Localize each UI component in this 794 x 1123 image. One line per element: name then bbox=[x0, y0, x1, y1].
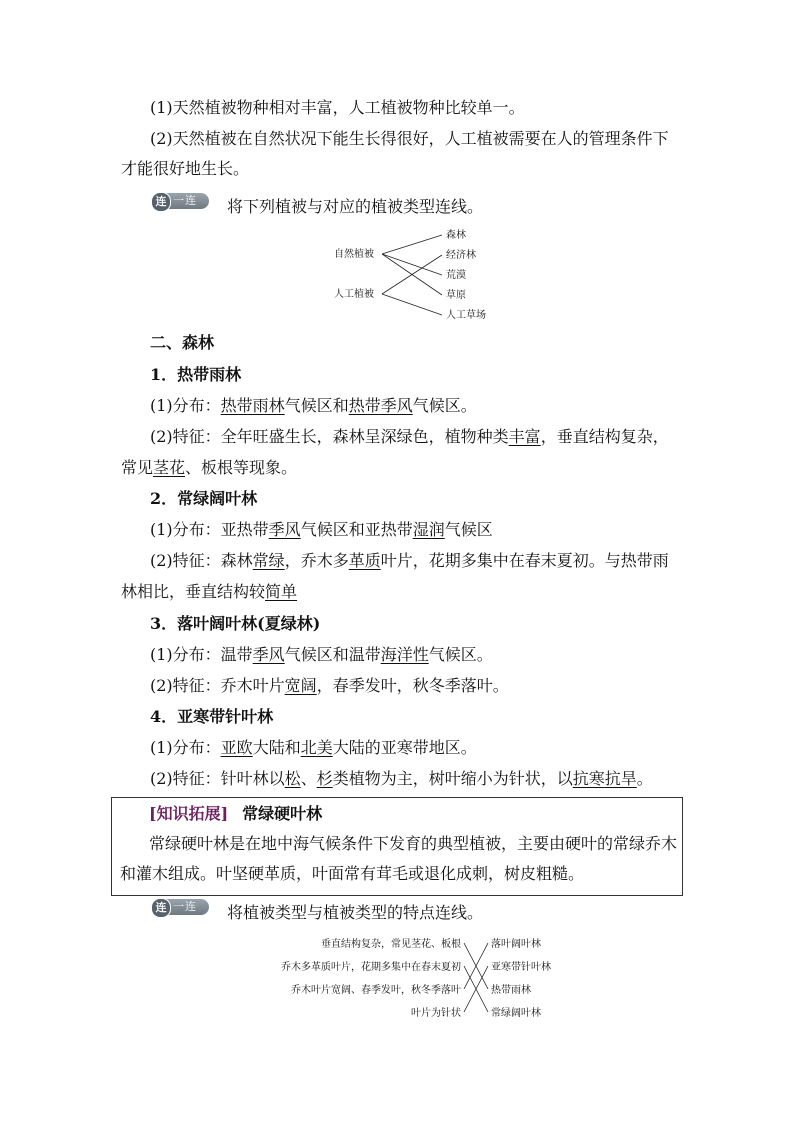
s3-dist-mid1: 气候区和温带 bbox=[284, 645, 381, 664]
right-item-desert: 荒漠 bbox=[446, 270, 466, 281]
s2-dist-key2: 湿润 bbox=[412, 520, 445, 539]
right-item-economic-forest: 经济林 bbox=[446, 250, 476, 261]
s4-feat-key3: 抗寒 bbox=[572, 769, 605, 788]
badge-main-char-2: 连 bbox=[151, 898, 171, 918]
s4-feat-key2: 杉 bbox=[316, 769, 333, 788]
left-item-artificial: 人工植被 bbox=[334, 289, 374, 300]
s2-feat-key1: 常绿 bbox=[252, 551, 285, 570]
s4-feat-mid1: 、 bbox=[300, 769, 317, 788]
s2-feat-prefix: (2)特征：森林 bbox=[150, 551, 253, 570]
right-type-2: 亚寒带针叶林 bbox=[491, 962, 551, 973]
knowledge-extension-box bbox=[111, 797, 683, 896]
right-type-4: 常绿阔叶林 bbox=[491, 1008, 541, 1019]
badge-main-char: 连 bbox=[151, 192, 171, 212]
s4-dist-key2: 北美 bbox=[300, 738, 333, 757]
s3-feature bbox=[150, 676, 509, 696]
s1-distribution bbox=[150, 396, 477, 416]
left-item-natural: 自然植被 bbox=[334, 249, 374, 260]
lian-yi-lian-badge-2 bbox=[151, 899, 209, 915]
line-artificial-pasture bbox=[382, 294, 442, 315]
matching-diagram-1 bbox=[320, 222, 520, 326]
right-item-grassland: 草原 bbox=[446, 290, 466, 301]
s2-title: 2．常绿阔叶林 bbox=[150, 489, 258, 508]
s2-feat-key2: 革质 bbox=[348, 551, 381, 570]
connection-lines-1 bbox=[382, 235, 442, 315]
s1-dist-mid2: 气候区。 bbox=[412, 396, 477, 415]
exercise1-instruction: 将下列植被与对应的植被类型连线。 bbox=[227, 197, 484, 216]
s2-dist-key1: 季风 bbox=[268, 520, 301, 539]
s3-dist-key2: 海洋性 bbox=[380, 645, 429, 664]
s2-distribution bbox=[150, 520, 493, 540]
knowledge-tag: [知识拓展] bbox=[149, 804, 229, 823]
right-type-1: 落叶阔叶林 bbox=[491, 939, 541, 950]
s1-feat-key1: 丰富 bbox=[508, 427, 541, 446]
s3-distribution bbox=[150, 645, 493, 665]
s1-feat-mid1: ，垂直结构复杂， bbox=[540, 427, 669, 446]
badge-rest-text-2: 一连 bbox=[173, 900, 197, 913]
s1-dist-mid1: 气候区和 bbox=[284, 396, 349, 415]
s4-title: 4．亚寒带针叶林 bbox=[150, 707, 274, 726]
s1-feat2-mid1: 、板根等现象。 bbox=[185, 458, 298, 477]
s2-feat-mid2: 叶片，花期多集中在春末夏初。与热带雨 bbox=[380, 551, 669, 570]
left-feature-2: 乔木多革质叶片，花期多集中在春末夏初 bbox=[281, 962, 461, 973]
s4-feature bbox=[150, 769, 653, 789]
left-feature-1: 垂直结构复杂，常见茎花、板根 bbox=[321, 939, 461, 950]
s4-dist-prefix: (1)分布： bbox=[150, 738, 221, 757]
s1-feat-prefix: (2)特征：全年旺盛生长，森林呈深绿色，植物种类 bbox=[150, 427, 509, 446]
intro-line-2b: 才能很好地生长。 bbox=[121, 159, 250, 178]
s4-feat-mid2: 类植物为主，树叶缩小为针状，以 bbox=[332, 769, 573, 788]
section-heading-forest: 二、森林 bbox=[150, 333, 215, 352]
s3-title: 3．落叶阔叶林(夏绿林) bbox=[150, 614, 321, 633]
s3-dist-prefix: (1)分布：温带 bbox=[150, 645, 253, 664]
s4-feat-end: 。 bbox=[636, 769, 653, 788]
s4-dist-mid2: 大陆的亚寒带地区。 bbox=[332, 738, 477, 757]
s1-feature-line1 bbox=[150, 427, 669, 447]
s3-feat-mid1: ，春季发叶，秋冬季落叶。 bbox=[316, 676, 509, 695]
knowledge-line-1: 常绿硬叶林是在地中海气候条件下发育的典型植被，主要由硬叶的常绿乔木 bbox=[149, 834, 678, 853]
s1-title: 1．热带雨林 bbox=[150, 365, 242, 384]
line-artificial-economic bbox=[382, 255, 442, 294]
s3-dist-mid2: 气候区。 bbox=[428, 645, 493, 664]
lian-yi-lian-badge bbox=[151, 193, 209, 209]
s4-feat-key1: 松 bbox=[284, 769, 301, 788]
s4-dist-key1: 亚欧 bbox=[220, 738, 253, 757]
s1-feat2-key1: 茎花 bbox=[153, 458, 186, 477]
right-type-3: 热带雨林 bbox=[491, 985, 531, 996]
s2-feat-mid1: ，乔木多 bbox=[284, 551, 349, 570]
knowledge-line-2: 和灌木组成。叶坚硬革质，叶面常有茸毛或退化成刺，树皮粗糙。 bbox=[120, 864, 585, 883]
intro-line-1: (1)天然植被物种相对丰富，人工植被物种比较单一。 bbox=[150, 98, 525, 117]
s1-feat2-prefix: 常见 bbox=[121, 458, 154, 477]
s2-feat2-key1: 简单 bbox=[265, 582, 298, 601]
line-natural-forest bbox=[382, 235, 442, 254]
left-feature-3: 乔木叶片宽阔、春季发叶，秋冬季落叶 bbox=[291, 985, 461, 996]
s2-dist-mid2: 气候区 bbox=[444, 520, 493, 539]
s4-distribution bbox=[150, 738, 477, 758]
left-feature-4: 叶片为针状 bbox=[411, 1008, 461, 1019]
s2-dist-mid1: 气候区和亚热带 bbox=[300, 520, 413, 539]
s4-dist-mid1: 大陆和 bbox=[252, 738, 301, 757]
matching-diagram-2 bbox=[250, 932, 570, 1024]
right-item-forest: 森林 bbox=[446, 230, 466, 241]
s3-feat-prefix: (2)特征：乔木叶片 bbox=[150, 676, 285, 695]
s1-dist-prefix: (1)分布： bbox=[150, 396, 221, 415]
s2-feature-line1 bbox=[150, 551, 669, 571]
line-natural-desert bbox=[382, 254, 442, 275]
badge-rest-text: 一连 bbox=[173, 194, 197, 207]
knowledge-title: 常绿硬叶林 bbox=[242, 804, 323, 823]
s2-feature-line2 bbox=[121, 582, 297, 602]
intro-line-2a: (2)天然植被在自然状况下能生长得很好，人工植被需要在人的管理条件下 bbox=[150, 129, 669, 148]
s2-feat2-prefix: 林相比，垂直结构较 bbox=[121, 582, 266, 601]
s4-feat-key4: 抗旱 bbox=[604, 769, 637, 788]
s1-feature-line2 bbox=[121, 458, 297, 478]
s4-feat-prefix: (2)特征：针叶林以 bbox=[150, 769, 285, 788]
s1-dist-key2: 热带季风 bbox=[348, 396, 413, 415]
s3-feat-key1: 宽阔 bbox=[284, 676, 317, 695]
s3-dist-key1: 季风 bbox=[252, 645, 285, 664]
knowledge-header bbox=[149, 804, 322, 824]
exercise2-instruction: 将植被类型与植被类型的特点连线。 bbox=[227, 903, 484, 922]
right-item-artificial-pasture: 人工草场 bbox=[446, 310, 486, 321]
s2-dist-prefix: (1)分布：亚热带 bbox=[150, 520, 269, 539]
connection-lines-2 bbox=[464, 943, 488, 1012]
s1-dist-key1: 热带雨林 bbox=[220, 396, 285, 415]
